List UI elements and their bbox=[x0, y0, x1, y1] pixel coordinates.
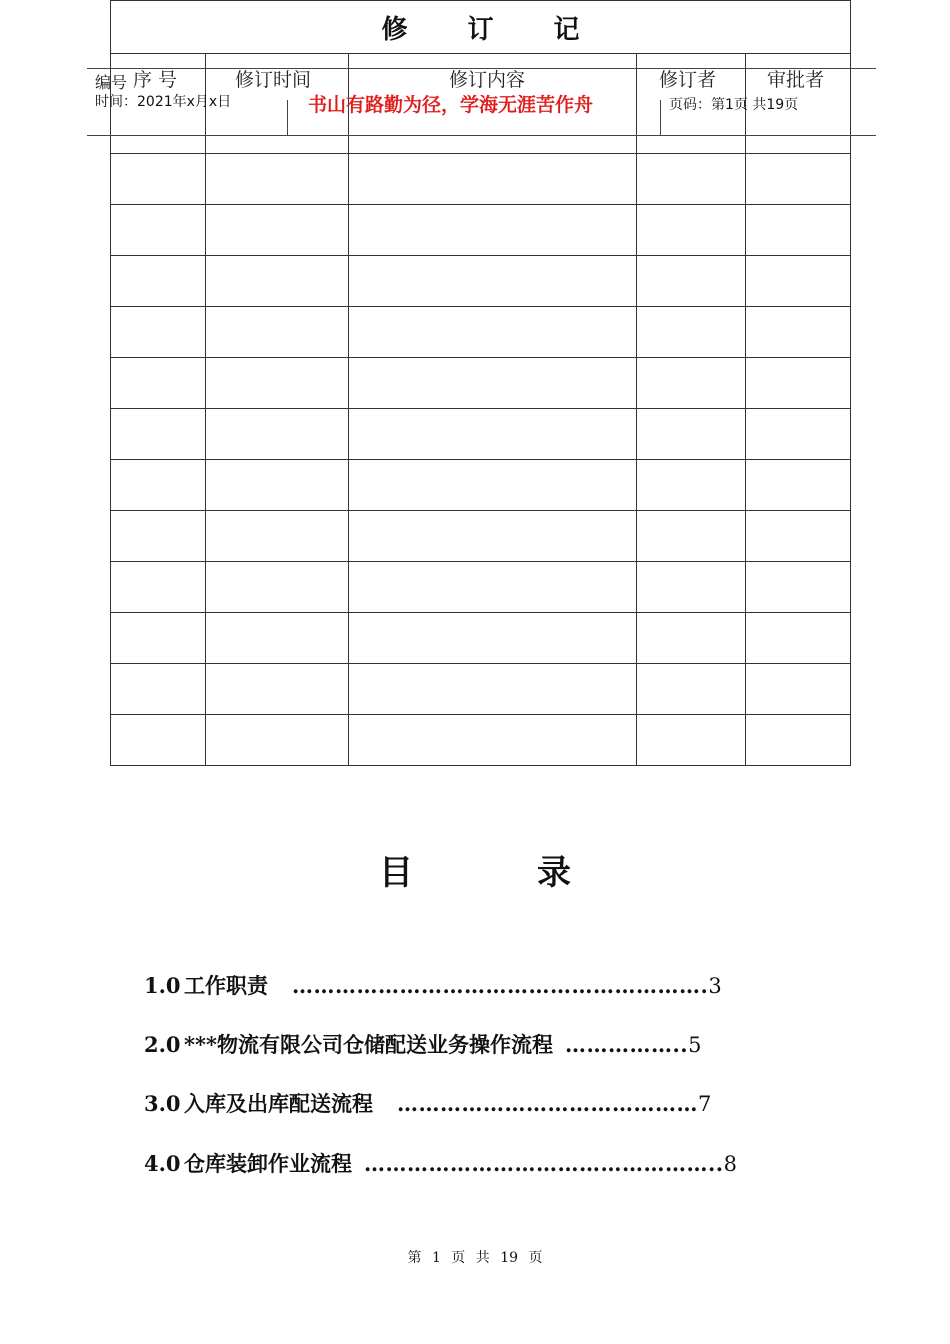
title-char: 记 bbox=[553, 14, 580, 45]
row-divider bbox=[111, 153, 850, 154]
column-divider bbox=[348, 53, 349, 765]
toc-item-number: 4.0 bbox=[144, 1151, 181, 1176]
page-footer: 第 1 页 共 19 页 bbox=[407, 1250, 543, 1266]
column-header-seq: 序 号 bbox=[133, 69, 178, 91]
toc-item-text: 工作职责 bbox=[184, 973, 268, 998]
header-bottom-rule bbox=[87, 135, 876, 136]
row-divider bbox=[111, 204, 850, 205]
doc-number-label: 编号 bbox=[95, 73, 128, 92]
row-divider bbox=[111, 306, 850, 307]
column-divider bbox=[636, 53, 637, 765]
toc-item-page: 8 bbox=[723, 1152, 737, 1176]
row-divider bbox=[111, 663, 850, 664]
column-header-content: 修订内容 bbox=[449, 69, 526, 91]
date-label: 时间：2021年x月x日 bbox=[95, 94, 232, 110]
column-header-reviser: 修订者 bbox=[659, 69, 717, 91]
title-char: 修 bbox=[381, 14, 408, 45]
toc-item[interactable] bbox=[144, 970, 722, 1000]
column-header-approver: 审批者 bbox=[767, 69, 825, 91]
toc-item-page: 3 bbox=[708, 974, 722, 998]
header-top-rule bbox=[87, 68, 876, 69]
toc-item-page: 5 bbox=[688, 1033, 702, 1057]
toc-item-leader: …………….. bbox=[564, 1032, 689, 1057]
row-divider bbox=[111, 255, 850, 256]
row-divider bbox=[111, 561, 850, 562]
toc-title-char: 录 bbox=[537, 853, 571, 893]
column-divider bbox=[745, 53, 746, 765]
title-char: 订 bbox=[467, 14, 494, 45]
toc-item[interactable] bbox=[144, 1029, 701, 1059]
toc-item-page: 7 bbox=[698, 1092, 712, 1116]
header-divider bbox=[287, 100, 288, 136]
motto: 书山有路勤为径，学海无涯苦作舟 bbox=[308, 94, 594, 116]
row-divider bbox=[111, 459, 850, 460]
toc-item-number: 3.0 bbox=[144, 1091, 181, 1116]
toc-item-leader: ………………………………………….. bbox=[364, 1151, 724, 1176]
row-divider bbox=[111, 612, 850, 613]
toc-item-text: 入库及出库配送流程 bbox=[184, 1091, 373, 1116]
toc-item[interactable] bbox=[144, 1148, 737, 1178]
toc-item-text: 仓库装卸作业流程 bbox=[184, 1151, 352, 1176]
toc-item-leader: …………………………………………………. bbox=[292, 973, 709, 998]
row-divider bbox=[111, 714, 850, 715]
row-divider bbox=[111, 357, 850, 358]
toc-item-number: 1.0 bbox=[144, 973, 181, 998]
toc-item-text: ***物流有限公司仓储配送业务操作流程 bbox=[184, 1032, 553, 1057]
toc-title-char: 目 bbox=[379, 853, 413, 893]
toc-item-leader: …………………………………… bbox=[397, 1091, 698, 1116]
row-divider bbox=[111, 408, 850, 409]
toc-item[interactable] bbox=[144, 1088, 711, 1118]
page-label: 页码：第1页 共19页 bbox=[669, 97, 799, 113]
row-divider bbox=[111, 510, 850, 511]
column-header-time: 修订时间 bbox=[235, 69, 312, 91]
column-divider bbox=[205, 53, 206, 765]
toc-item-number: 2.0 bbox=[144, 1032, 181, 1057]
revision-table-title bbox=[111, 1, 850, 54]
header-divider bbox=[660, 100, 661, 136]
toc-title bbox=[0, 845, 950, 894]
